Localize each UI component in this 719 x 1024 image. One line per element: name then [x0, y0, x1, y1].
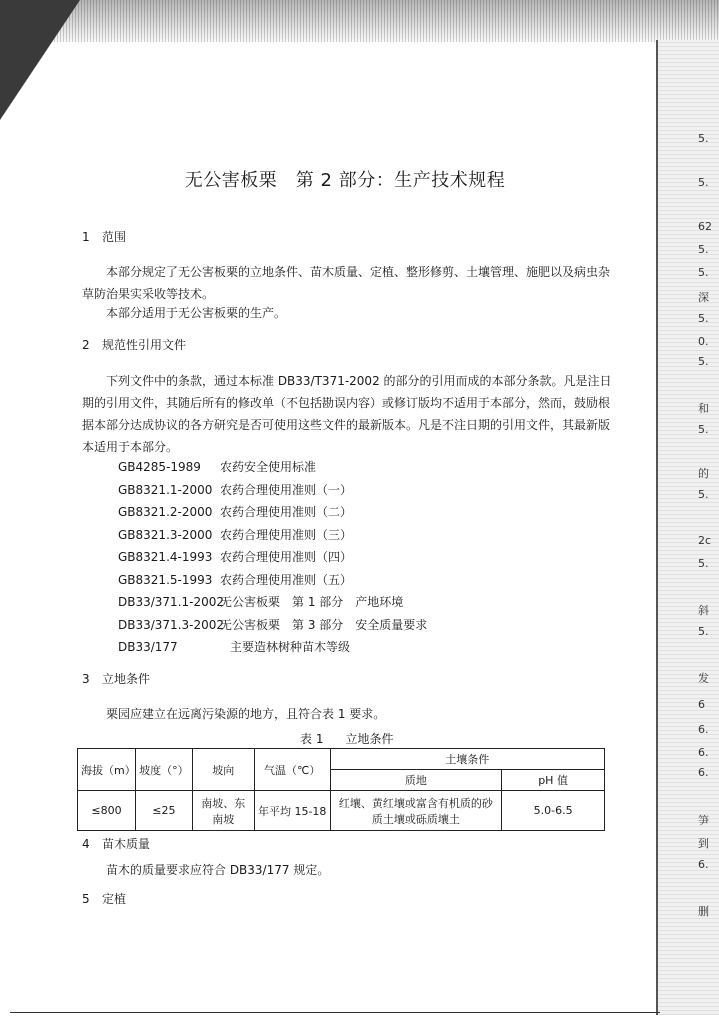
margin-fragment: 的 — [698, 467, 709, 480]
scope-applicability: 本部分适用于无公害板栗的生产。 — [106, 306, 287, 320]
reference-code: GB8321.2-2000 — [118, 505, 213, 519]
reference-name: 无公害板栗 第 3 部分 安全质量要求 — [220, 617, 428, 632]
reference-item — [118, 614, 427, 637]
table-label: 表 1 — [300, 732, 324, 746]
reference-name: 农药合理使用准则（一） — [220, 482, 353, 497]
section-heading-site — [82, 670, 150, 687]
section-title: 范围 — [102, 230, 127, 244]
reference-name: 农药合理使用准则（二） — [220, 505, 353, 519]
reference-name: 农药合理使用准则（三） — [220, 527, 353, 542]
margin-fragment: 5. — [698, 557, 709, 570]
reference-code: DB33/371.1-2002 — [118, 595, 225, 609]
section-title: 苗木质量 — [102, 837, 151, 851]
section-title: 立地条件 — [102, 672, 151, 686]
cell-slope: ≤25 — [135, 791, 192, 831]
reference-code: GB8321.3-2000 — [118, 527, 213, 542]
margin-fragment: 62 — [698, 220, 712, 233]
reference-list — [118, 456, 427, 659]
reference-item — [118, 591, 427, 614]
margin-fragment: 5. — [698, 132, 709, 145]
margin-fragment: 和 — [698, 402, 709, 415]
margin-fragment: 5. — [698, 266, 709, 279]
reference-item — [118, 479, 427, 502]
cell-altitude: ≤800 — [78, 791, 136, 831]
section-number: 5 — [82, 892, 90, 906]
margin-fragment: 斜 — [698, 604, 709, 617]
reference-item — [118, 524, 427, 547]
table-caption — [300, 730, 393, 747]
scope-paragraph: 本部分规定了无公害板栗的立地条件、苗木质量、定植、整形修剪、土壤管理、施肥以及病虫杂草防治果实采收等技术。 — [82, 265, 611, 301]
reference-item — [118, 456, 427, 479]
header-temperature: 气温（℃） — [254, 749, 330, 791]
scan-corner-shadow — [0, 0, 80, 120]
section-heading-references — [82, 336, 186, 353]
margin-fragment: 到 — [698, 837, 709, 850]
cell-ph: 5.0-6.5 — [502, 791, 605, 831]
page-title: 无公害板栗 第 2 部分：生产技术规程 — [184, 170, 506, 191]
margin-fragment: 6. — [698, 723, 709, 736]
margin-fragment: 5. — [698, 355, 709, 368]
reference-code: DB33/371.3-2002 — [118, 617, 225, 632]
reference-code: GB8321.1-2000 — [118, 482, 213, 497]
header-soil: 土壤条件 — [330, 749, 604, 770]
page-bottom-rule — [10, 1012, 660, 1013]
reference-item — [118, 569, 427, 592]
header-texture: 质地 — [330, 770, 502, 791]
margin-fragment: 2c — [698, 534, 712, 547]
margin-fragment: 5. — [698, 488, 709, 501]
section-heading-scope — [82, 228, 126, 245]
header-ph: pH 值 — [502, 770, 605, 791]
header-slope: 坡度（°） — [135, 749, 192, 791]
site-intro: 栗园应建立在远离污染源的地方，且符合表 1 要求。 — [106, 707, 386, 721]
header-altitude: 海拔（m） — [78, 749, 136, 791]
margin-fragment: 深 — [698, 291, 709, 304]
reference-name: 无公害板栗 第 1 部分 产地环境 — [220, 595, 404, 609]
cell-aspect: 南坡、东南坡 — [192, 791, 254, 831]
section-number: 4 — [82, 837, 90, 851]
reference-code: GB8321.5-1993 — [118, 572, 213, 587]
site-conditions-table — [77, 748, 605, 831]
reference-item — [118, 636, 427, 659]
seedling-paragraph: 苗木的质量要求应符合 DB33/177 规定。 — [106, 863, 330, 877]
reference-item — [118, 501, 427, 524]
reference-name: 农药安全使用标准 — [220, 460, 317, 474]
reference-item — [118, 546, 427, 569]
margin-fragment: 5. — [698, 243, 709, 256]
margin-fragment: 5. — [698, 312, 709, 325]
section-number: 1 — [82, 230, 90, 244]
margin-fragment: 6. — [698, 746, 709, 759]
cell-temperature: 年平均 15-18 — [254, 791, 330, 831]
table-title: 立地条件 — [345, 732, 394, 746]
reference-code: DB33/177 — [118, 640, 178, 654]
cell-texture: 红壤、黄红壤或富含有机质的砂质土壤或砾质壤土 — [330, 791, 502, 831]
reference-code: GB4285-1989 — [118, 460, 201, 474]
margin-fragment: 5. — [698, 423, 709, 436]
references-intro: 下列文件中的条款，通过本标准 DB33/T371-2002 的部分的引用而成的本部分条款。凡是注日期的引用文件，其随后所有的修改单（不包括勘误内容）或修订版均不适用于本部分，然而，鼓励根据本部分达成协议的各方研究是否可使用这些文件的最新版本。凡是不注日期的引用文件，其最新版本适用于本部分。 — [82, 374, 612, 454]
section-heading-planting — [82, 890, 126, 907]
margin-fragment: 5. — [698, 176, 709, 189]
margin-fragment: 笋 — [698, 814, 709, 827]
section-title: 定植 — [102, 892, 127, 906]
section-title: 规范性引用文件 — [102, 338, 187, 352]
margin-fragment: 6 — [698, 698, 705, 711]
margin-fragment: 0. — [698, 335, 709, 348]
header-aspect: 坡向 — [192, 749, 254, 791]
section-number: 2 — [82, 338, 90, 352]
reference-code: GB8321.4-1993 — [118, 550, 213, 564]
reference-name: 主要造林树种苗木等级 — [230, 640, 351, 654]
section-heading-seedling — [82, 835, 150, 852]
scan-noise-top — [0, 0, 719, 42]
margin-fragment: 6. — [698, 766, 709, 779]
reference-name: 农药合理使用准则（五） — [220, 572, 353, 587]
reference-name: 农药合理使用准则（四） — [220, 550, 353, 564]
margin-fragment: 6. — [698, 858, 709, 871]
margin-fragment: 5. — [698, 625, 709, 638]
margin-fragment: 发 — [698, 672, 709, 685]
margin-fragment: 删 — [698, 905, 709, 918]
section-number: 3 — [82, 672, 90, 686]
